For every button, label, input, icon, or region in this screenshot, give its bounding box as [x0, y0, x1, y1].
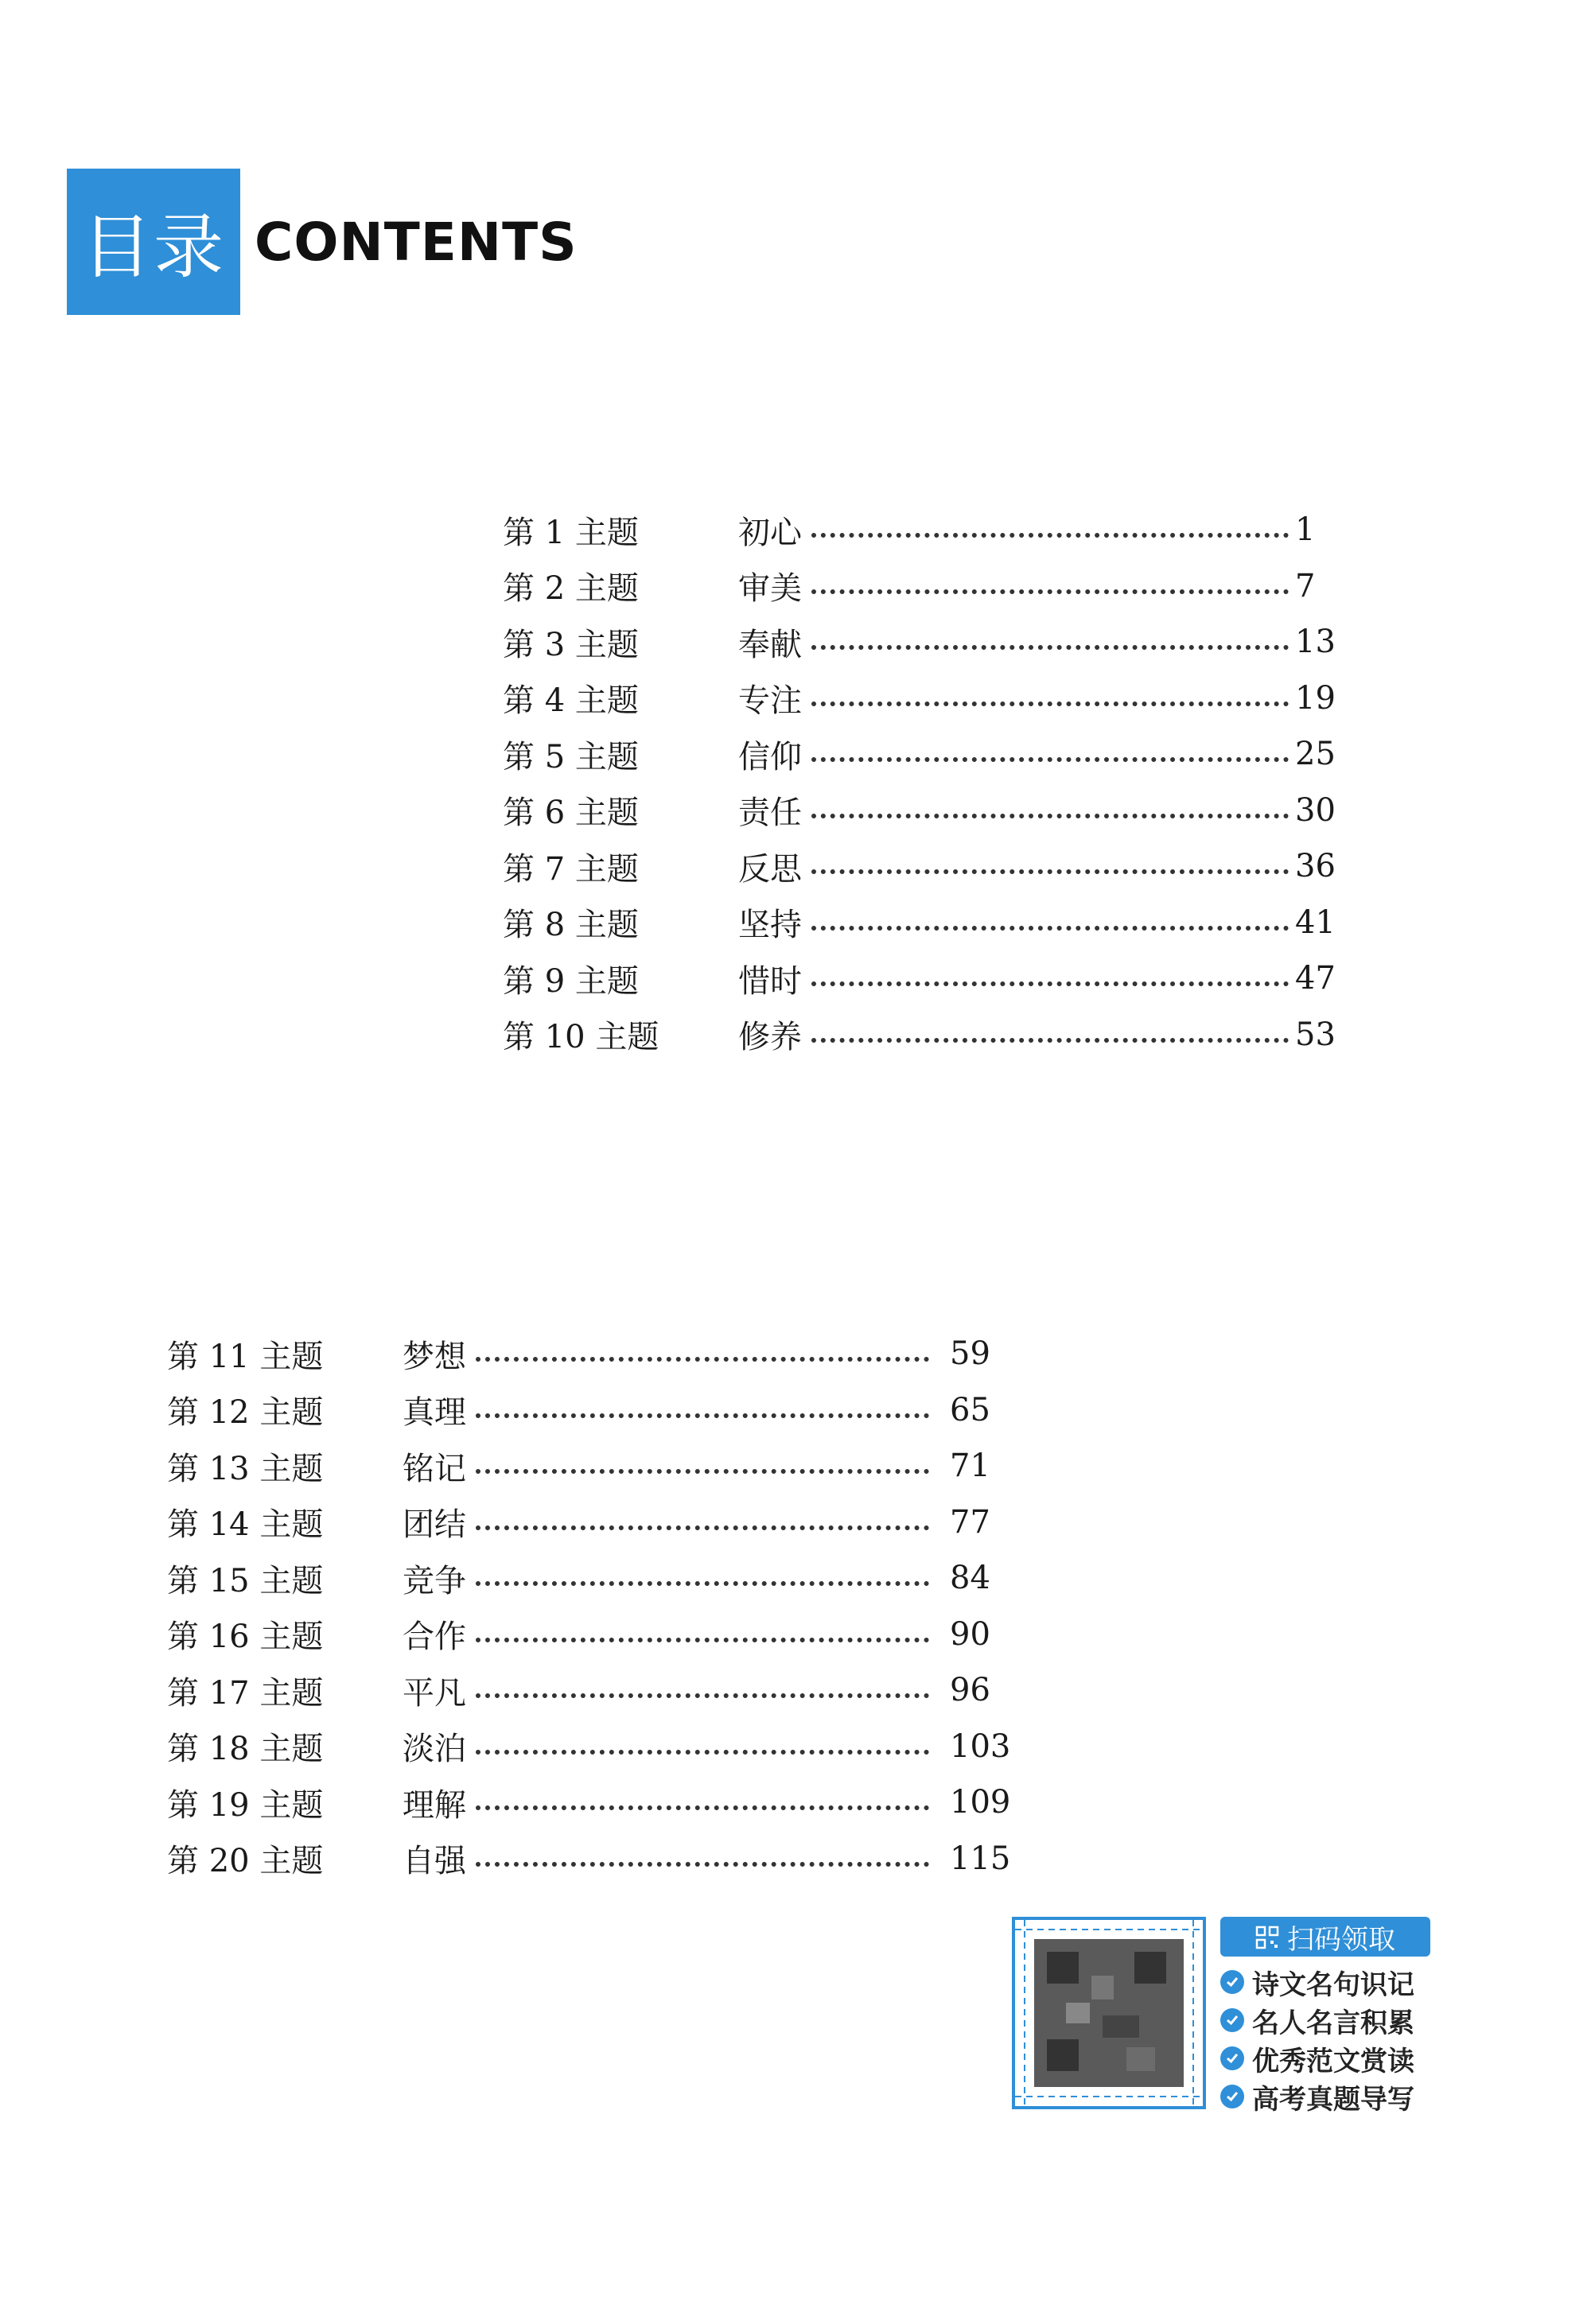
toc-entry-page: 103: [950, 1727, 1011, 1765]
toc-dot-leader: [811, 926, 1289, 931]
toc-entry-number: 第 13 主题: [167, 1450, 324, 1487]
toc-entry-number: 第 2 主题: [503, 570, 639, 607]
toc-dot-leader: [476, 1357, 929, 1362]
toc-entry-title: 奉献: [738, 626, 802, 663]
toc-entry-page: 13: [1295, 624, 1336, 660]
toc-entry-page: 59: [950, 1335, 990, 1372]
toc-dot-leader: [811, 589, 1289, 594]
toc-entry-title: 审美: [738, 570, 802, 607]
toc-dot-leader: [476, 1581, 929, 1586]
qr-benefit-item: [1220, 1963, 1435, 2001]
toc-entry-number: 第 8 主题: [503, 907, 639, 943]
toc-dot-leader: [476, 1469, 929, 1474]
contents-header: [67, 169, 578, 315]
toc-entry-number: 第 18 主题: [167, 1731, 324, 1767]
toc-dot-leader: [476, 1525, 929, 1530]
qr-benefit-item: [1220, 2001, 1435, 2039]
scan-label-text: 扫码领取: [1287, 1923, 1395, 1956]
toc-entry-title: 梦想: [403, 1338, 466, 1375]
toc-entry-page: 53: [1295, 1016, 1336, 1053]
toc-entry-title: 自强: [403, 1843, 466, 1879]
toc-entry-number: 第 4 主题: [503, 682, 639, 719]
toc-entry-page: 41: [1295, 904, 1336, 941]
toc-entry-page: 36: [1295, 848, 1336, 884]
toc-entry-page: 65: [950, 1391, 990, 1428]
qr-benefit-item: [1220, 2077, 1435, 2116]
toc-entry-title: 真理: [403, 1394, 466, 1431]
toc-entry-page: 109: [950, 1784, 1011, 1821]
toc-entry-page: 7: [1295, 567, 1316, 604]
toc-entry-title: 理解: [403, 1786, 466, 1824]
toc-entry-page: 71: [950, 1448, 990, 1484]
toc-entry-title: 合作: [403, 1619, 466, 1655]
toc-entry-page: 47: [1295, 960, 1336, 997]
toc-dot-leader: [811, 1038, 1289, 1043]
toc-dot-leader: [811, 533, 1289, 538]
toc-entry-number: 第 1 主题: [503, 514, 639, 551]
qr-benefit-list: [1220, 1963, 1435, 2116]
toc-entry-number: 第 14 主题: [167, 1506, 324, 1543]
qr-benefit-text: 高考真题导写: [1252, 2083, 1414, 2116]
toc-dot-leader: [476, 1862, 929, 1867]
toc-entry-title: 平凡: [403, 1674, 466, 1712]
toc-dot-leader: [476, 1693, 929, 1698]
toc-entry-title: 反思: [738, 850, 802, 888]
toc-entry-number: 第 11 主题: [167, 1338, 324, 1375]
toc-entry-number: 第 5 主题: [503, 738, 639, 775]
toc-entry-title: 淡泊: [403, 1731, 466, 1767]
toc-entry-title: 竞争: [403, 1562, 466, 1599]
toc-entry-number: 第 3 主题: [503, 626, 639, 663]
toc-dot-leader: [811, 869, 1289, 874]
toc-entry-number: 第 17 主题: [167, 1674, 324, 1712]
qr-code-image: [1015, 1920, 1203, 2106]
toc-dot-leader: [811, 701, 1289, 706]
toc-entry-title: 惜时: [738, 962, 802, 1000]
header-title-cn: 目录: [67, 169, 240, 315]
toc-dot-leader: [476, 1638, 929, 1642]
toc-entry-title: 专注: [738, 682, 802, 719]
check-icon: [1220, 1970, 1244, 1994]
toc-entry-title: 初心: [738, 514, 802, 551]
toc-entry-page: 96: [950, 1672, 990, 1708]
qr-benefit-text: 诗文名句识记: [1252, 1968, 1414, 2001]
qr-benefit-item: [1220, 2039, 1435, 2077]
qr-promo: [1012, 1917, 1433, 2116]
toc-entry-page: 19: [1295, 679, 1336, 717]
toc-entry-title: 铭记: [403, 1450, 466, 1487]
toc-dot-leader: [811, 645, 1289, 650]
toc-entry-page: 90: [950, 1615, 990, 1653]
check-icon: [1220, 2085, 1244, 2108]
scan-to-claim-label: [1220, 1917, 1430, 1957]
toc-entry-number: 第 19 主题: [167, 1786, 324, 1824]
toc-entry-number: 第 15 主题: [167, 1562, 324, 1599]
toc-entry-page: 77: [950, 1503, 990, 1541]
toc-entry-title: 团结: [403, 1506, 466, 1543]
toc-entry-page: 1: [1295, 511, 1316, 548]
toc-entry-page: 115: [950, 1840, 1011, 1877]
toc-entry-number: 第 16 主题: [167, 1619, 324, 1655]
toc-list-part2: [167, 1330, 1011, 1887]
toc-entry-title: 信仰: [738, 738, 802, 775]
check-icon: [1220, 2008, 1244, 2032]
toc-entry-number: 第 9 主题: [503, 962, 639, 1000]
toc-entry-number: 第 20 主题: [167, 1843, 324, 1879]
qr-benefit-text: 名人名言积累: [1252, 2007, 1414, 2039]
toc-entry-page: 84: [950, 1560, 990, 1596]
header-title-en: CONTENTS: [255, 211, 578, 273]
toc-entry-number: 第 10 主题: [503, 1019, 659, 1055]
toc-dot-leader: [811, 981, 1289, 986]
toc-dot-leader: [476, 1413, 929, 1418]
toc-entry-title: 坚持: [738, 907, 802, 943]
qr-benefit-text: 优秀范文赏读: [1252, 2045, 1414, 2077]
toc-dot-leader: [811, 814, 1289, 818]
toc-dot-leader: [476, 1750, 929, 1755]
toc-entry-title: 修养: [738, 1019, 802, 1055]
toc-entry-page: 25: [1295, 736, 1336, 772]
toc-dot-leader: [811, 757, 1289, 762]
toc-list-part1: [503, 506, 1338, 1063]
toc-entry-number: 第 6 主题: [503, 795, 639, 831]
qr-code[interactable]: [1012, 1917, 1206, 2109]
scan-icon: [1255, 1925, 1279, 1949]
check-icon: [1220, 2046, 1244, 2070]
toc-dot-leader: [476, 1805, 929, 1810]
toc-entry-number: 第 7 主题: [503, 850, 639, 888]
toc-entry-title: 责任: [738, 795, 802, 831]
toc-entry-page: 30: [1295, 791, 1336, 829]
toc-entry-number: 第 12 主题: [167, 1394, 324, 1431]
